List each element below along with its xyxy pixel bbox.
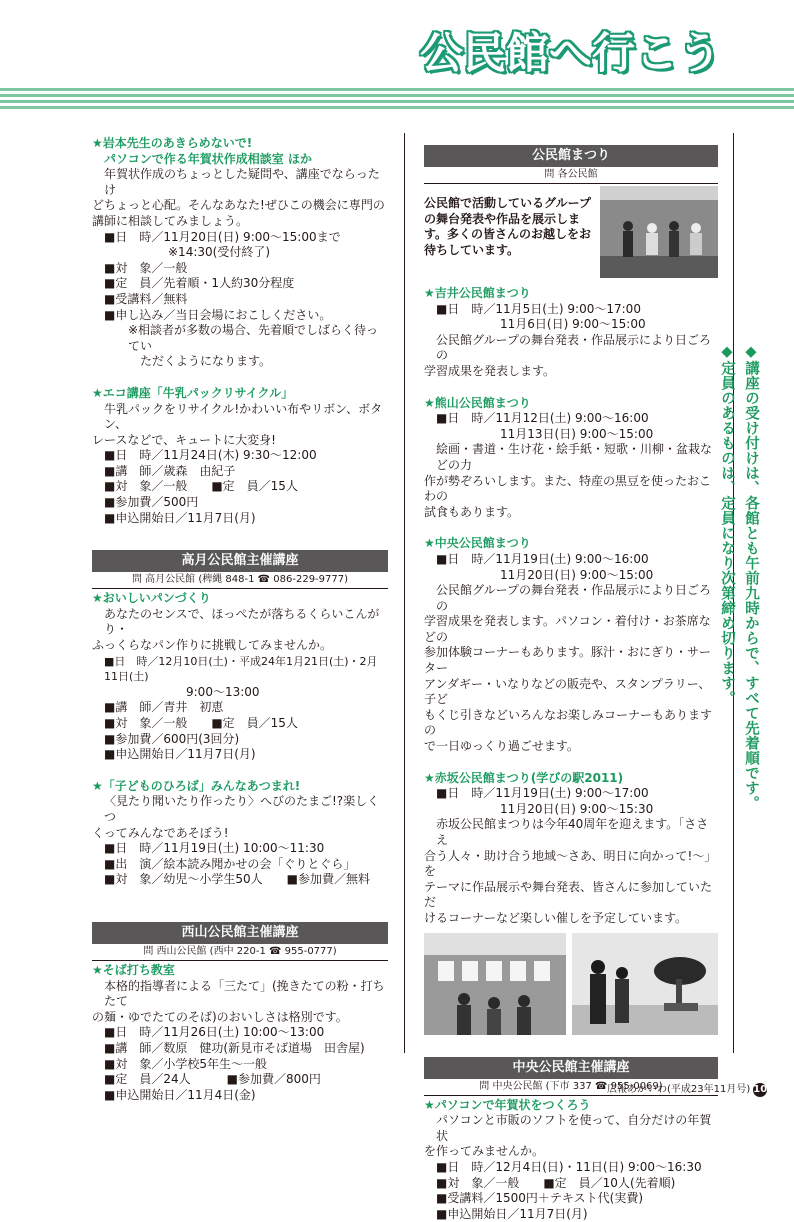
section-soba: [92, 963, 388, 1103]
section-nengajo: [424, 1098, 718, 1222]
desc: アンダギー・いなりなどの販売や、スタンプラリー、子ど: [424, 676, 711, 707]
akasaka-photos: [424, 933, 718, 1037]
page-number: 10: [753, 1084, 768, 1095]
desc: 学習成果を発表します。パソコン・着付け・お茶席などの: [424, 614, 711, 644]
nishiyama-section: [92, 922, 388, 1103]
date: ■日 時／11月5日(土) 9:00～17:00: [436, 301, 641, 316]
exhibition-image: [424, 933, 566, 1035]
contact-info: 問 高月公民館 (稗縄 848-1 ☎ 086-229-9777): [92, 572, 388, 589]
start: ■申込開始日／11月7日(月): [104, 747, 256, 762]
contact-info: 問 各公民館: [424, 167, 718, 184]
section-yoshii: [424, 286, 718, 380]
footer-text: 広報あかいわ(平成23年11月号): [607, 1084, 751, 1095]
date: ■日 時／11月12日(土) 9:00～16:00: [436, 411, 649, 426]
section-title: ★岩本先生のあきらめないで!: [92, 136, 253, 150]
reception-note: [719, 344, 763, 1044]
section-title: パソコンで作る年賀状作成相談室 ほか: [104, 151, 312, 166]
contact-info: 問 西山公民館 (西中 220-1 ☎ 955-0777): [92, 944, 388, 961]
desc: どちょっと心配。そんなあなた!ぜひこの機会に専門の: [92, 198, 385, 213]
section-chuo: [424, 536, 718, 754]
middle-column: [424, 145, 718, 1222]
apply: ■申し込み／当日会場におこしください。: [104, 307, 332, 322]
contact-info: 問 中央公民館 (下市 337 ☎ 955-0069): [424, 1079, 718, 1096]
start: ■申込開始日／11月4日(金): [104, 1087, 256, 1102]
desc: 合う人々・助け合う地域～さあ、明日に向かって!～」を: [424, 848, 717, 879]
date: 11月6日(日) 9:00～15:00: [500, 317, 646, 332]
section-bar: 西山公民館主催講座: [92, 922, 388, 944]
note-line: ◆講座の受け付けは、各館とも午前九時からで、すべて先着順です。: [743, 344, 759, 811]
bonsai-photo: [572, 933, 718, 1035]
date: ■日 時／11月19日(土) 10:00～11:30: [104, 841, 325, 856]
section-title: ★熊山公民館まつり: [424, 395, 531, 410]
desc: 参加体験コーナーもあります。豚汁・おにぎり・サーター: [424, 645, 712, 676]
teacher: ■講 師／数原 健功(新見市そば道場 田舎屋): [104, 1040, 365, 1055]
performer: ■出 演／絵本読み聞かせの会「ぐりとぐら」: [104, 856, 356, 871]
desc: で一日ゆっくり過ごせます。: [424, 739, 579, 754]
desc: けるコーナーなど楽しい催しを予定しています。: [424, 910, 688, 925]
section-title: ★中央公民館まつり: [424, 536, 531, 551]
date: ■日 時／12月4日(日)・11日(日) 9:00～16:30: [436, 1159, 702, 1174]
desc: 年賀状作成のちょっとした疑問や、講座でならったけ: [104, 167, 380, 197]
date: ■日 時／11月19日(土) 9:00～16:00: [436, 551, 649, 566]
section-title: ★吉井公民館まつり: [424, 286, 531, 300]
section-eco: [92, 386, 388, 526]
section-kumayama: [424, 396, 718, 521]
section-bar: 中央公民館主催講座: [424, 1057, 718, 1079]
section-bread: [92, 591, 388, 763]
exhibition-photo: [424, 933, 566, 1035]
desc: を作ってみませんか。: [424, 1144, 545, 1159]
desc: パソコンと市販のソフトを使って、自分だけの年賀状: [436, 1113, 712, 1143]
intro-text: 公民館で活動しているグループの舞台発表や作品を展示します。多くの皆さんのお越しをお待ちしています。: [424, 196, 592, 257]
desc: 公民館グループの舞台発表・作品展示により日ごろの: [436, 583, 712, 613]
date: ■日 時／11月19日(土) 9:00～17:00: [436, 786, 649, 801]
date: 11月13日(日) 9:00～15:00: [500, 426, 654, 441]
section-iwamoto: [92, 136, 388, 370]
desc: 学習成果を発表します。: [424, 363, 556, 378]
section-title: ★そば打ち教室: [92, 962, 175, 977]
desc: 〈見たり聞いたり作ったり〉へびのたまご!?楽しくつ: [104, 794, 380, 824]
desc: 講師に相談してみましょう。: [92, 213, 249, 228]
matsuri-intro: [424, 184, 718, 278]
target: ■対 象／一般: [104, 260, 188, 275]
fee: ■受講料／無料: [104, 291, 188, 306]
section-title: ★おいしいパンづくり: [92, 591, 211, 606]
header-stripes: [0, 88, 794, 114]
section-bar: 高月公民館主催講座: [92, 550, 388, 572]
teacher: ■講 師／青井 初恵: [104, 700, 224, 715]
desc: 赤坂公民館まつりは今年40周年を迎えます。「ささえ: [436, 817, 709, 847]
date: ■日 時／11月20日(日) 9:00～15:00まで: [104, 229, 341, 244]
fee: ■参加費／600円(3回分): [104, 731, 240, 746]
date: ■日 時／12月10日(土)・平成24年1月21日(土)・2月11日(土): [104, 654, 378, 684]
date: 9:00～13:00: [186, 684, 260, 699]
section-title: ★赤坂公民館まつり(学びの駅2011): [424, 770, 624, 785]
target: ■対 象／幼児～小学生50人 ■参加費／無料: [104, 872, 370, 887]
target: ■対 象／一般 ■定 員／10人(先着順): [436, 1175, 676, 1190]
page-title: 公民館へ行こう: [420, 29, 721, 79]
note: ※相談者が多数の場合、先着順でしばらく待ってい: [128, 323, 379, 353]
section-akasaka: [424, 771, 718, 927]
date-note: ※14:30(受付終了): [168, 245, 271, 260]
target: ■対 象／一般 ■定 員／15人: [104, 716, 298, 730]
takatsuki-section: [92, 550, 388, 888]
column-divider: [404, 133, 405, 1053]
dance-photo: [600, 186, 718, 278]
desc: レースなどで、キュートに大変身!: [92, 432, 276, 447]
desc: くってみんなであそぼう!: [92, 825, 229, 840]
date: ■日 時／11月26日(土) 10:00～13:00: [104, 1025, 325, 1040]
section-kids: [92, 779, 388, 888]
start: ■申込開始日／11月7日(月): [436, 1206, 588, 1221]
desc: 牛乳パックをリサイクル!かわいい布やリボン、ボタン、: [104, 401, 383, 432]
desc: 公民館グループの舞台発表・作品展示により日ごろの: [436, 332, 712, 363]
date: ■日 時／11月24日(木) 9:30～12:00: [104, 448, 317, 463]
desc: ふっくらなパン作りに挑戦してみませんか。: [92, 638, 333, 653]
section-bar: 公民館まつり: [424, 145, 718, 167]
capacity: ■定 員／先着順・1人約30分程度: [104, 276, 295, 291]
section-title: ★パソコンで年賀状をつくろう: [424, 1097, 591, 1112]
date: 11月20日(日) 9:00～15:30: [500, 801, 654, 816]
fee: ■参加費／500円: [104, 495, 199, 510]
teacher: ■講 師／歳森 由紀子: [104, 463, 236, 478]
bonsai-image: [572, 933, 718, 1035]
desc: の麺・ゆでたてのそば)のおいしさは格別です。: [92, 1009, 348, 1024]
capacity-fee: ■定 員／24人 ■参加費／800円: [104, 1072, 321, 1087]
note-line: ◆定員のあるものは、定員になり次第締め切ります。: [719, 344, 735, 706]
fee: ■受講料／1500円＋テキスト代(実費): [436, 1191, 644, 1206]
section-title: ★エコ講座「牛乳パックリサイクル」: [92, 385, 294, 400]
desc: テーマに作品展示や舞台発表、皆さんに参加していただ: [424, 879, 713, 910]
target: ■対 象／小学校5年生～一般: [104, 1056, 267, 1071]
start: ■申込開始日／11月7日(月): [104, 510, 256, 525]
page-footer: [607, 1080, 767, 1097]
target: ■対 象／一般 ■定 員／15人: [104, 479, 298, 494]
desc: あなたのセンスで、ほっぺたが落ちるくらいこんがり・: [104, 606, 380, 637]
desc: 絵画・書道・生け花・絵手紙・短歌・川柳・盆栽などの力: [436, 442, 713, 472]
desc: 作が勢ぞろいします。また、特産の黒豆を使ったおこわの: [424, 473, 712, 504]
stage-dance-image: [600, 186, 718, 278]
date: 11月20日(日) 9:00～15:00: [500, 567, 654, 582]
left-column: [92, 136, 388, 1103]
desc: 試食もあります。: [424, 504, 520, 519]
desc: 本格的指導者による「三たて」(挽きたての粉・打ちたて: [104, 978, 385, 1009]
desc: もくじ引きなどいろんなお楽しみコーナーもありますの: [424, 707, 713, 738]
section-title: ★「子どものひろば」みんなあつまれ!: [92, 778, 301, 793]
note: ただくようになります。: [140, 354, 272, 369]
